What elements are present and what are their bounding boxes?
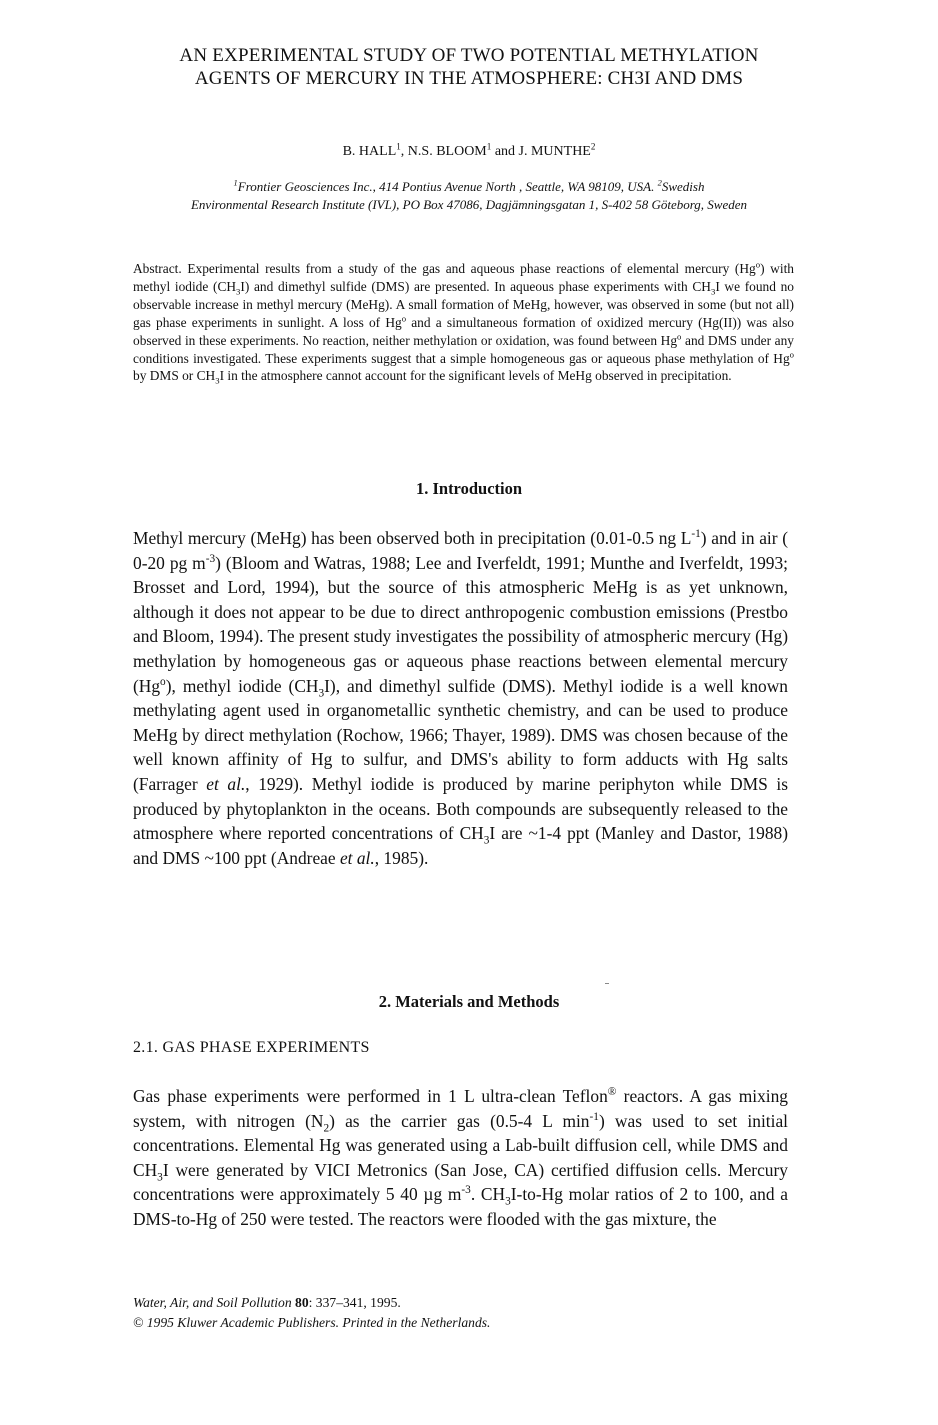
- subscript: 3: [236, 286, 241, 297]
- title-line-1: AN EXPERIMENTAL STUDY OF TWO POTENTIAL METHYLATION: [179, 45, 759, 66]
- subscript: 3: [483, 834, 490, 847]
- body-text-run: ), methyl iodide (CH: [165, 675, 319, 696]
- journal-pages: : 337–341, 1995.: [308, 1295, 401, 1310]
- body-text-run: I-to-Hg molar ratios of 2 to 100, and a DMS-to-Hg of 250 were tested. The reactors were flooded with the gas mixture, the: [133, 1184, 788, 1229]
- affiliation-marker: 2: [590, 141, 596, 152]
- superscript: -3: [461, 1184, 471, 1197]
- abstract-text: and DMS under any conditions investigated. These experiments suggest that a simple homogeneous gas or aqueous phase methylation of Hg: [133, 332, 794, 366]
- subscript: 3: [215, 376, 220, 387]
- superscript: -3: [205, 552, 216, 565]
- section-heading-materials-methods: 2. Materials and Methods: [378, 992, 560, 1011]
- abstract-text: I we found no observable increase in methyl mercury (MeHg). A small formation of MeHg, however, was observed in some (but not all) gas phase experiments in sunlight. A loss of Hg: [133, 278, 794, 330]
- journal-citation: [133, 1293, 788, 1313]
- author-name: and J. MUNTHE: [491, 144, 591, 159]
- subscript: 3: [318, 687, 325, 700]
- affiliation-marker: 1: [233, 177, 238, 188]
- journal-volume: 80: [291, 1295, 309, 1310]
- body-text-run: ) as the carrier gas (0.5-4 L min: [329, 1110, 590, 1131]
- abstract-text: by DMS or CH: [133, 368, 216, 384]
- italic-text: et al.: [339, 847, 375, 868]
- superscript: o: [755, 259, 761, 270]
- body-text-run: ) (Bloom and Watras, 1988; Lee and Iverfeldt, 1991; Munthe and Iverfeldt, 1993; Brosset and Lord, 1994), but the source of this atmospheric MeHg is as yet unknown, although it does not appear to be due to direct anthropogenic combustion emissions (Prestbo and Bloom, 1994). The present study investigates the possibility of atmospheric mercury (Hg) methylation by homogeneous gas or aqueous phase reactions between elemental mercury (Hg: [133, 552, 788, 696]
- affiliation-marker: 1: [396, 141, 401, 152]
- abstract-text: ) with methyl iodide (CH: [133, 261, 794, 294]
- body-text-run: reactors. A gas mixing system, with nitrogen (N: [133, 1086, 788, 1131]
- body-text-run: Methyl mercury (MeHg) has been observed both in precipitation (0.01-0.5 ng L: [133, 528, 692, 548]
- affiliation-marker: 1: [486, 141, 492, 152]
- superscript: o: [401, 313, 407, 324]
- subscript: 3: [505, 1195, 511, 1208]
- author-name: B. HALL: [342, 144, 397, 159]
- superscript: -1: [691, 528, 701, 541]
- affiliations: [110, 178, 828, 214]
- subsection-heading-gas-phase: 2.1. GAS PHASE EXPERIMENTS: [133, 1039, 370, 1056]
- superscript: o: [789, 349, 794, 360]
- body-text-run: ) and in air ( 0-20 pg m: [133, 528, 789, 573]
- italic-text: et al.: [206, 773, 246, 794]
- paper-title: [100, 44, 838, 90]
- abstract: [133, 260, 794, 385]
- subscript: 3: [157, 1171, 163, 1184]
- abstract-text: I) and dimethyl sulfide (DMS) are presented. In aqueous phase experiments with CH: [240, 278, 711, 294]
- superscript: o: [160, 675, 166, 688]
- body-text-run: ) was used to set initial concentrations. Elemental Hg was generated using a Lab-built diffusion cell, while DMS and CH: [133, 1110, 788, 1180]
- affiliation-1: Frontier Geosciences Inc., 414 Pontius Avenue North , Seattle, WA 98109, USA.: [237, 179, 655, 194]
- abstract-text: I in the atmosphere cannot account for the significant levels of MeHg observed in precipitation.: [219, 368, 732, 384]
- subscript: 3: [710, 286, 716, 297]
- superscript: o: [677, 331, 682, 342]
- affiliation-2-cont: Environmental Research Institute (IVL), PO Box 47086, Dagjämningsgatan 1, S-402 58 Göteborg, Sweden: [190, 197, 748, 212]
- scan-speck: [605, 983, 609, 984]
- body-text-run: I are ~1-4 ppt (Manley and Dastor, 1988) and DMS ~100 ppt (Andreae: [133, 823, 788, 868]
- abstract-label: Abstract.: [133, 261, 182, 276]
- gas-phase-text: [133, 1084, 788, 1232]
- body-text-run: , 1985).: [374, 847, 429, 868]
- body-text-run: I), and dimethyl sulfide (DMS). Methyl iodide is a well known methylating agent used in organometallic synthetic chemistry, and can be used to produce MeHg by direct methylation (Rochow, 1966; Thayer, 1989). DMS was chosen because of the well known affinity of Hg to sulfur, and DMS's ability to form adducts with Hg salts (Farrager: [133, 675, 788, 794]
- introduction-text: [133, 526, 788, 870]
- subscript: 2: [323, 1122, 330, 1135]
- author-name: , N.S. BLOOM: [400, 144, 487, 159]
- superscript: ®: [607, 1086, 617, 1099]
- affiliation-2: Swedish: [661, 179, 705, 194]
- journal-footer: [133, 1293, 788, 1333]
- abstract-text: and a simultaneous formation of oxidized mercury (Hg(II)) was also observed in these experiments. No reaction, neither methylation or oxidation, was found between Hg: [133, 314, 795, 348]
- journal-name: Water, Air, and Soil Pollution: [133, 1295, 292, 1310]
- superscript: -1: [589, 1110, 599, 1123]
- body-text-run: , 1929). Methyl iodide is produced by marine periphyton while DMS is produced by phytoplankton in the oceans. Both compounds are subsequently released to the atmosphere where reported concentrations of CH: [133, 773, 788, 844]
- copyright-line: © 1995 Kluwer Academic Publishers. Printed in the Netherlands.: [133, 1315, 491, 1330]
- body-text-run: Gas phase experiments were performed in 1 L ultra-clean Teflon: [133, 1086, 608, 1106]
- abstract-text: Experimental results from a study of the gas and aqueous phase reactions of elemental mercury (Hg: [181, 261, 756, 276]
- author-list: [100, 141, 838, 160]
- title-line-2: AGENTS OF MERCURY IN THE ATMOSPHERE: CH3I AND DMS: [194, 68, 744, 89]
- body-text-run: I were generated by VICI Metronics (San Jose, CA) certified diffusion cells. Mercury concentrations were approximately 5 40 µg m: [133, 1159, 788, 1205]
- section-heading-introduction: 1. Introduction: [415, 479, 523, 498]
- affiliation-marker: 2: [657, 177, 662, 188]
- body-text-run: . CH: [470, 1184, 506, 1205]
